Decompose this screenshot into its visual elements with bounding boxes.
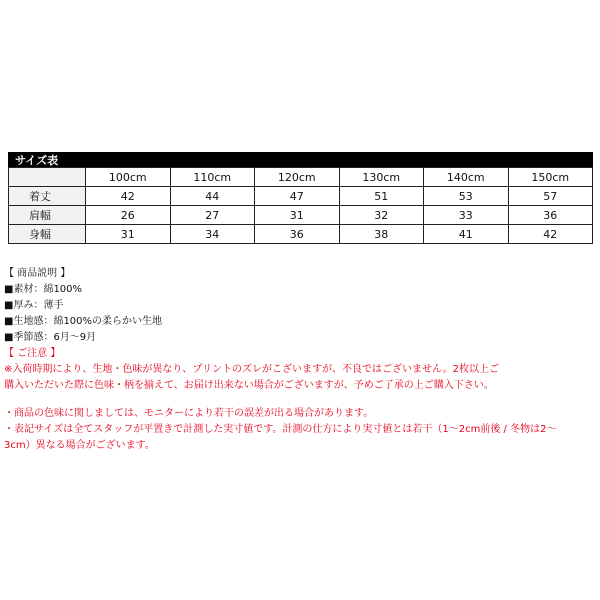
size-table-section (8, 152, 593, 244)
size-table-title: サイズ表 (8, 152, 593, 167)
table-cell: 42 (508, 225, 593, 244)
thickness-line: ■厚み：薄手 (4, 300, 64, 311)
spacer (4, 394, 594, 406)
note-3-line-2: 3cm）異なる場合がございます。 (4, 440, 155, 451)
row-label-length: 着丈 (9, 187, 86, 206)
size-column-header: 110cm (170, 168, 255, 187)
table-cell: 42 (86, 187, 171, 206)
size-table (8, 167, 593, 244)
table-cell: 33 (424, 206, 509, 225)
table-row (9, 187, 593, 206)
season-line: ■季節感：6月～9月 (4, 332, 97, 343)
table-cell: 31 (86, 225, 171, 244)
texture-line: ■生地感：綿100%の柔らかい生地 (4, 316, 163, 327)
table-cell: 53 (424, 187, 509, 206)
row-label-shoulder: 肩幅 (9, 206, 86, 225)
size-column-header: 130cm (339, 168, 424, 187)
table-cell: 27 (170, 206, 255, 225)
note-1-line-2: 購入いただいた際に色味・柄を揃えて、お届け出来ない場合がございますが、予めご了承の上ご購入下さい。 (4, 380, 494, 391)
table-cell: 32 (339, 206, 424, 225)
material-line: ■素材：綿100% (4, 284, 83, 295)
table-cell: 41 (424, 225, 509, 244)
table-cell: 44 (170, 187, 255, 206)
size-table-corner (9, 168, 86, 187)
table-cell: 57 (508, 187, 593, 206)
table-cell: 51 (339, 187, 424, 206)
table-cell: 34 (170, 225, 255, 244)
row-label-width: 身幅 (9, 225, 86, 244)
size-column-header: 140cm (424, 168, 509, 187)
description-header: 【 商品説明 】 (4, 268, 71, 279)
notes-header: 【 ご注意 】 (4, 348, 61, 359)
size-table-header-row (9, 168, 593, 187)
size-column-header: 100cm (86, 168, 171, 187)
note-2: ・商品の色味に関しましては、モニターにより若干の誤差が出る場合があります。 (4, 408, 374, 419)
table-cell: 38 (339, 225, 424, 244)
table-cell: 31 (255, 206, 340, 225)
table-row (9, 206, 593, 225)
table-cell: 26 (86, 206, 171, 225)
table-cell: 47 (255, 187, 340, 206)
table-row (9, 225, 593, 244)
size-column-header: 120cm (255, 168, 340, 187)
note-1-line-1: ※入荷時期により、生地・色味が異なり、プリントのズレがこざいますが、不良ではございません。2枚以上ご (4, 364, 499, 375)
size-column-header: 150cm (508, 168, 593, 187)
table-cell: 36 (255, 225, 340, 244)
note-3-line-1: ・表記サイズは全てスタッフが平置きで計測した実寸値です。計測の仕方により実寸値とは若干（1～2cm前後 / 冬物は2～ (4, 424, 557, 435)
table-cell: 36 (508, 206, 593, 225)
product-info (4, 266, 594, 454)
